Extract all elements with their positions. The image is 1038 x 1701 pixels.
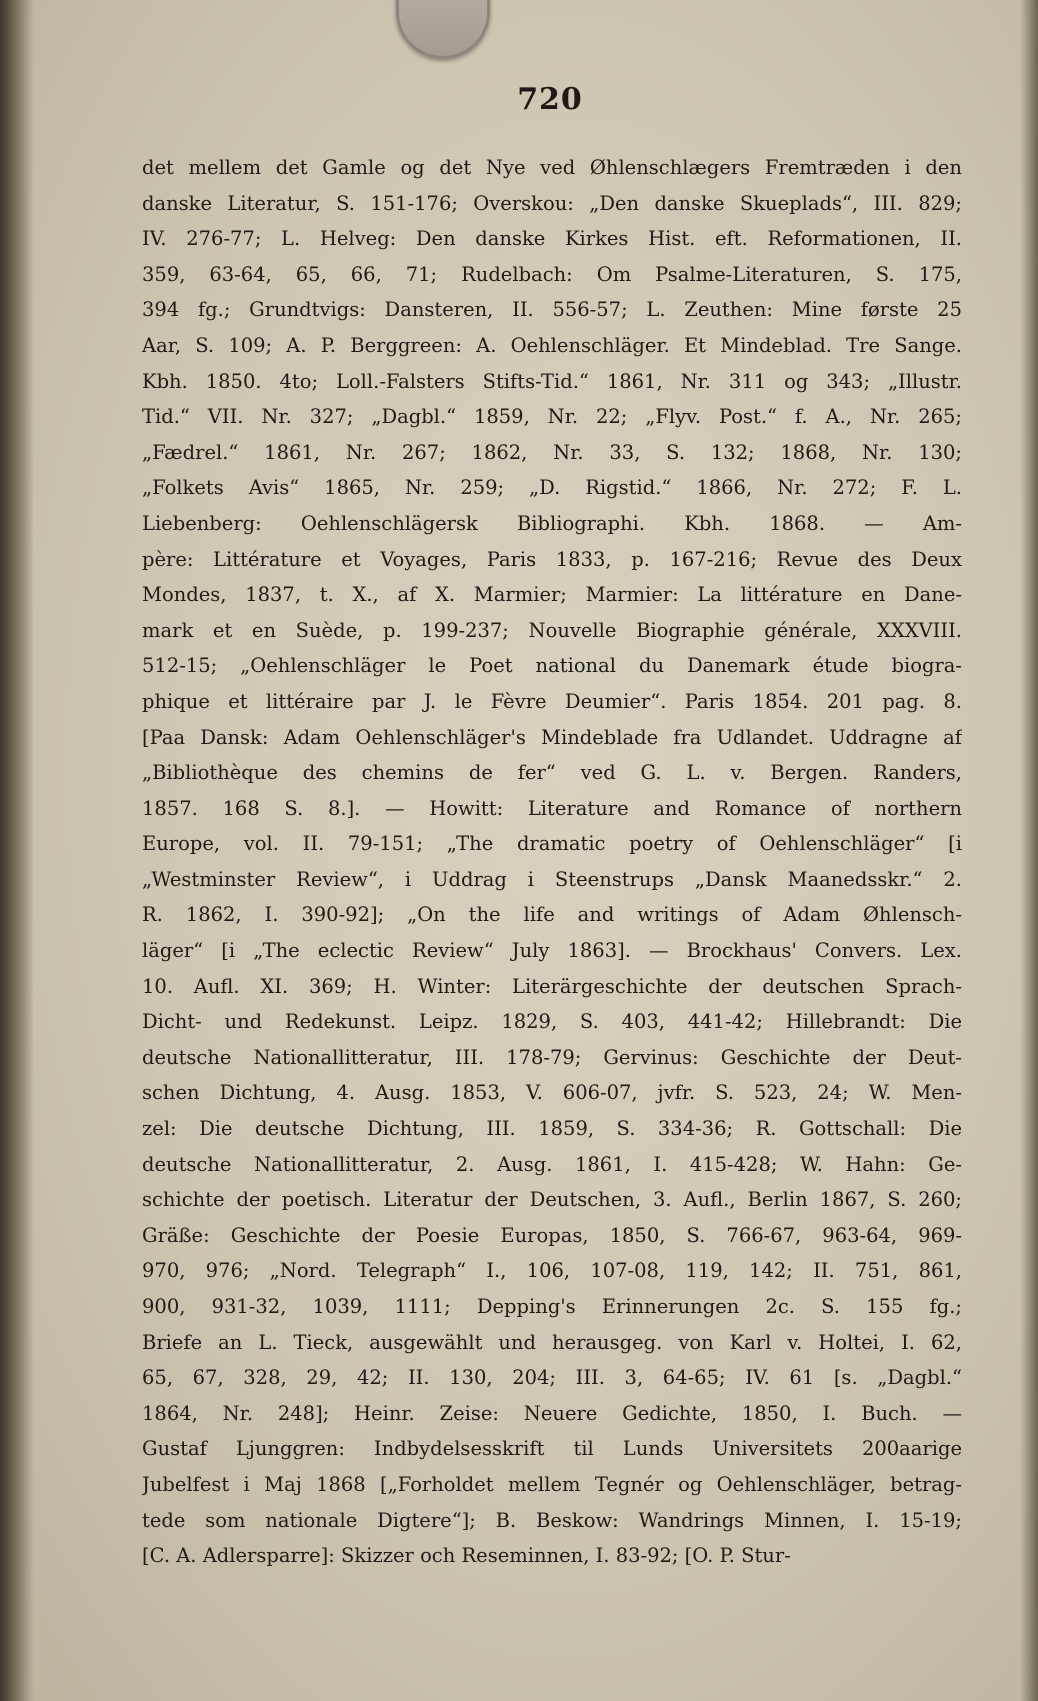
text-line: tede som nationale Digtere“]; B. Beskow: Wandrings Minnen, I. 15-19;	[142, 1508, 962, 1532]
text-line: IV. 276-77; L. Helveg: Den danske Kirkes Hist. eft. Reformationen, II.	[142, 227, 962, 251]
text-line: läger“ [i „The eclectic Review“ July 1863]. — Brockhaus' Convers. Lex.	[142, 939, 962, 963]
text-line: 10. Aufl. XI. 369; H. Winter: Literärgeschichte der deutschen Sprach-	[142, 974, 962, 998]
text-line: Tid.“ VII. Nr. 327; „Dagbl.“ 1859, Nr. 22; „Flyv. Post.“ f. A., Nr. 265;	[142, 405, 962, 429]
text-line: phique et littéraire par J. le Fèvre Deumier“. Paris 1854. 201 pag. 8.	[142, 689, 962, 713]
text-line: 970, 976; „Nord. Telegraph“ I., 106, 107-08, 119, 142; II. 751, 861,	[142, 1259, 962, 1283]
text-line: 359, 63-64, 65, 66, 71; Rudelbach: Om Psalme-Literaturen, S. 175,	[142, 262, 962, 286]
page-edge-shadow	[1020, 0, 1038, 1701]
text-line: 900, 931-32, 1039, 1111; Depping's Erinnerungen 2c. S. 155 fg.;	[142, 1295, 962, 1318]
text-line: „Folkets Avis“ 1865, Nr. 259; „D. Rigstid.“ 1866, Nr. 272; F. L.	[142, 476, 962, 500]
text-line: det mellem det Gamle og det Nye ved Øhlenschlægers Fremtræden i den	[142, 156, 962, 179]
text-line: 394 fg.; Grundtvigs: Dansteren, II. 556-57; L. Zeuthen: Mine første 25	[142, 298, 962, 322]
text-line: „Westminster Review“, i Uddrag i Steenstrups „Dansk Maanedsskr.“ 2.	[142, 867, 962, 891]
text-line: Jubelfest i Maj 1868 [„Forholdet mellem Tegnér og Oehlenschläger, betrag-	[142, 1472, 962, 1496]
text-line: Europe, vol. II. 79-151; „The dramatic poetry of Oehlenschläger“ [i	[142, 832, 962, 856]
text-line: deutsche Nationallitteratur, 2. Ausg. 1861, I. 415-428; W. Hahn: Ge-	[142, 1152, 962, 1176]
page-body	[142, 150, 962, 1574]
text-line: Briefe an L. Tieck, ausgewählt und herausgeg. von Karl v. Holtei, I. 62,	[142, 1330, 962, 1354]
text-line: danske Literatur, S. 151-176; Overskou: „Den danske Skueplads“, III. 829;	[142, 191, 962, 215]
text-line: zel: Die deutsche Dichtung, III. 1859, S. 334-36; R. Gottschall: Die	[142, 1117, 962, 1141]
text-line: [C. A. Adlersparre]: Skizzer och Reseminnen, I. 83-92; [O. P. Stur-	[142, 1544, 791, 1568]
text-line: père: Littérature et Voyages, Paris 1833, p. 167-216; Revue des Deux	[142, 547, 962, 571]
text-line: schichte der poetisch. Literatur der Deutschen, 3. Aufl., Berlin 1867, S. 260;	[142, 1188, 962, 1212]
text-line: Aar, S. 109; A. P. Berggreen: A. Oehlenschläger. Et Mindeblad. Tre Sange.	[142, 333, 962, 357]
text-line: Liebenberg: Oehlenschlägersk Bibliographi. Kbh. 1868. — Am-	[142, 511, 962, 535]
text-line: mark et en Suède, p. 199-237; Nouvelle Biographie générale, XXXVIII.	[142, 618, 962, 642]
text-line: deutsche Nationallitteratur, III. 178-79; Gervinus: Geschichte der Deut-	[142, 1045, 962, 1069]
text-line: 65, 67, 328, 29, 42; II. 130, 204; III. 3, 64-65; IV. 61 [s. „Dagbl.“	[142, 1366, 962, 1390]
text-line: Gräße: Geschichte der Poesie Europas, 1850, S. 766-67, 963-64, 969-	[142, 1223, 962, 1247]
text-line: schen Dichtung, 4. Ausg. 1853, V. 606-07, jvfr. S. 523, 24; W. Men-	[142, 1081, 962, 1105]
text-line: „Fædrel.“ 1861, Nr. 267; 1862, Nr. 33, S. 132; 1868, Nr. 130;	[142, 440, 962, 464]
text-line: „Bibliothèque des chemins de fer“ ved G. L. v. Bergen. Randers,	[142, 761, 962, 785]
text-line: Mondes, 1837, t. X., af X. Marmier; Marmier: La littérature en Dane-	[142, 583, 962, 607]
page-gutter-shadow	[0, 0, 34, 1701]
text-line: Kbh. 1850. 4to; Loll.-Falsters Stifts-Tid.“ 1861, Nr. 311 og 343; „Illustr.	[142, 369, 962, 393]
text-line: R. 1862, I. 390-92]; „On the life and writings of Adam Øhlensch-	[142, 903, 962, 927]
text-line: 1864, Nr. 248]; Heinr. Zeise: Neuere Gedichte, 1850, I. Buch. —	[142, 1401, 962, 1425]
text-line: 512-15; „Oehlenschläger le Poet national du Danemark étude biogra-	[142, 654, 962, 678]
text-line: [Paa Dansk: Adam Oehlenschläger's Mindeblade fra Udlandet. Uddragne af	[142, 725, 962, 749]
page-number: 720	[517, 82, 583, 117]
binder-clip	[396, 0, 490, 59]
text-line: 1857. 168 S. 8.]. — Howitt: Literature and Romance of northern	[142, 796, 962, 820]
text-line: Gustaf Ljunggren: Indbydelsesskrift til Lunds Universitets 200aarige	[142, 1437, 962, 1461]
text-line: Dicht- und Redekunst. Leipz. 1829, S. 403, 441-42; Hillebrandt: Die	[142, 1010, 962, 1034]
